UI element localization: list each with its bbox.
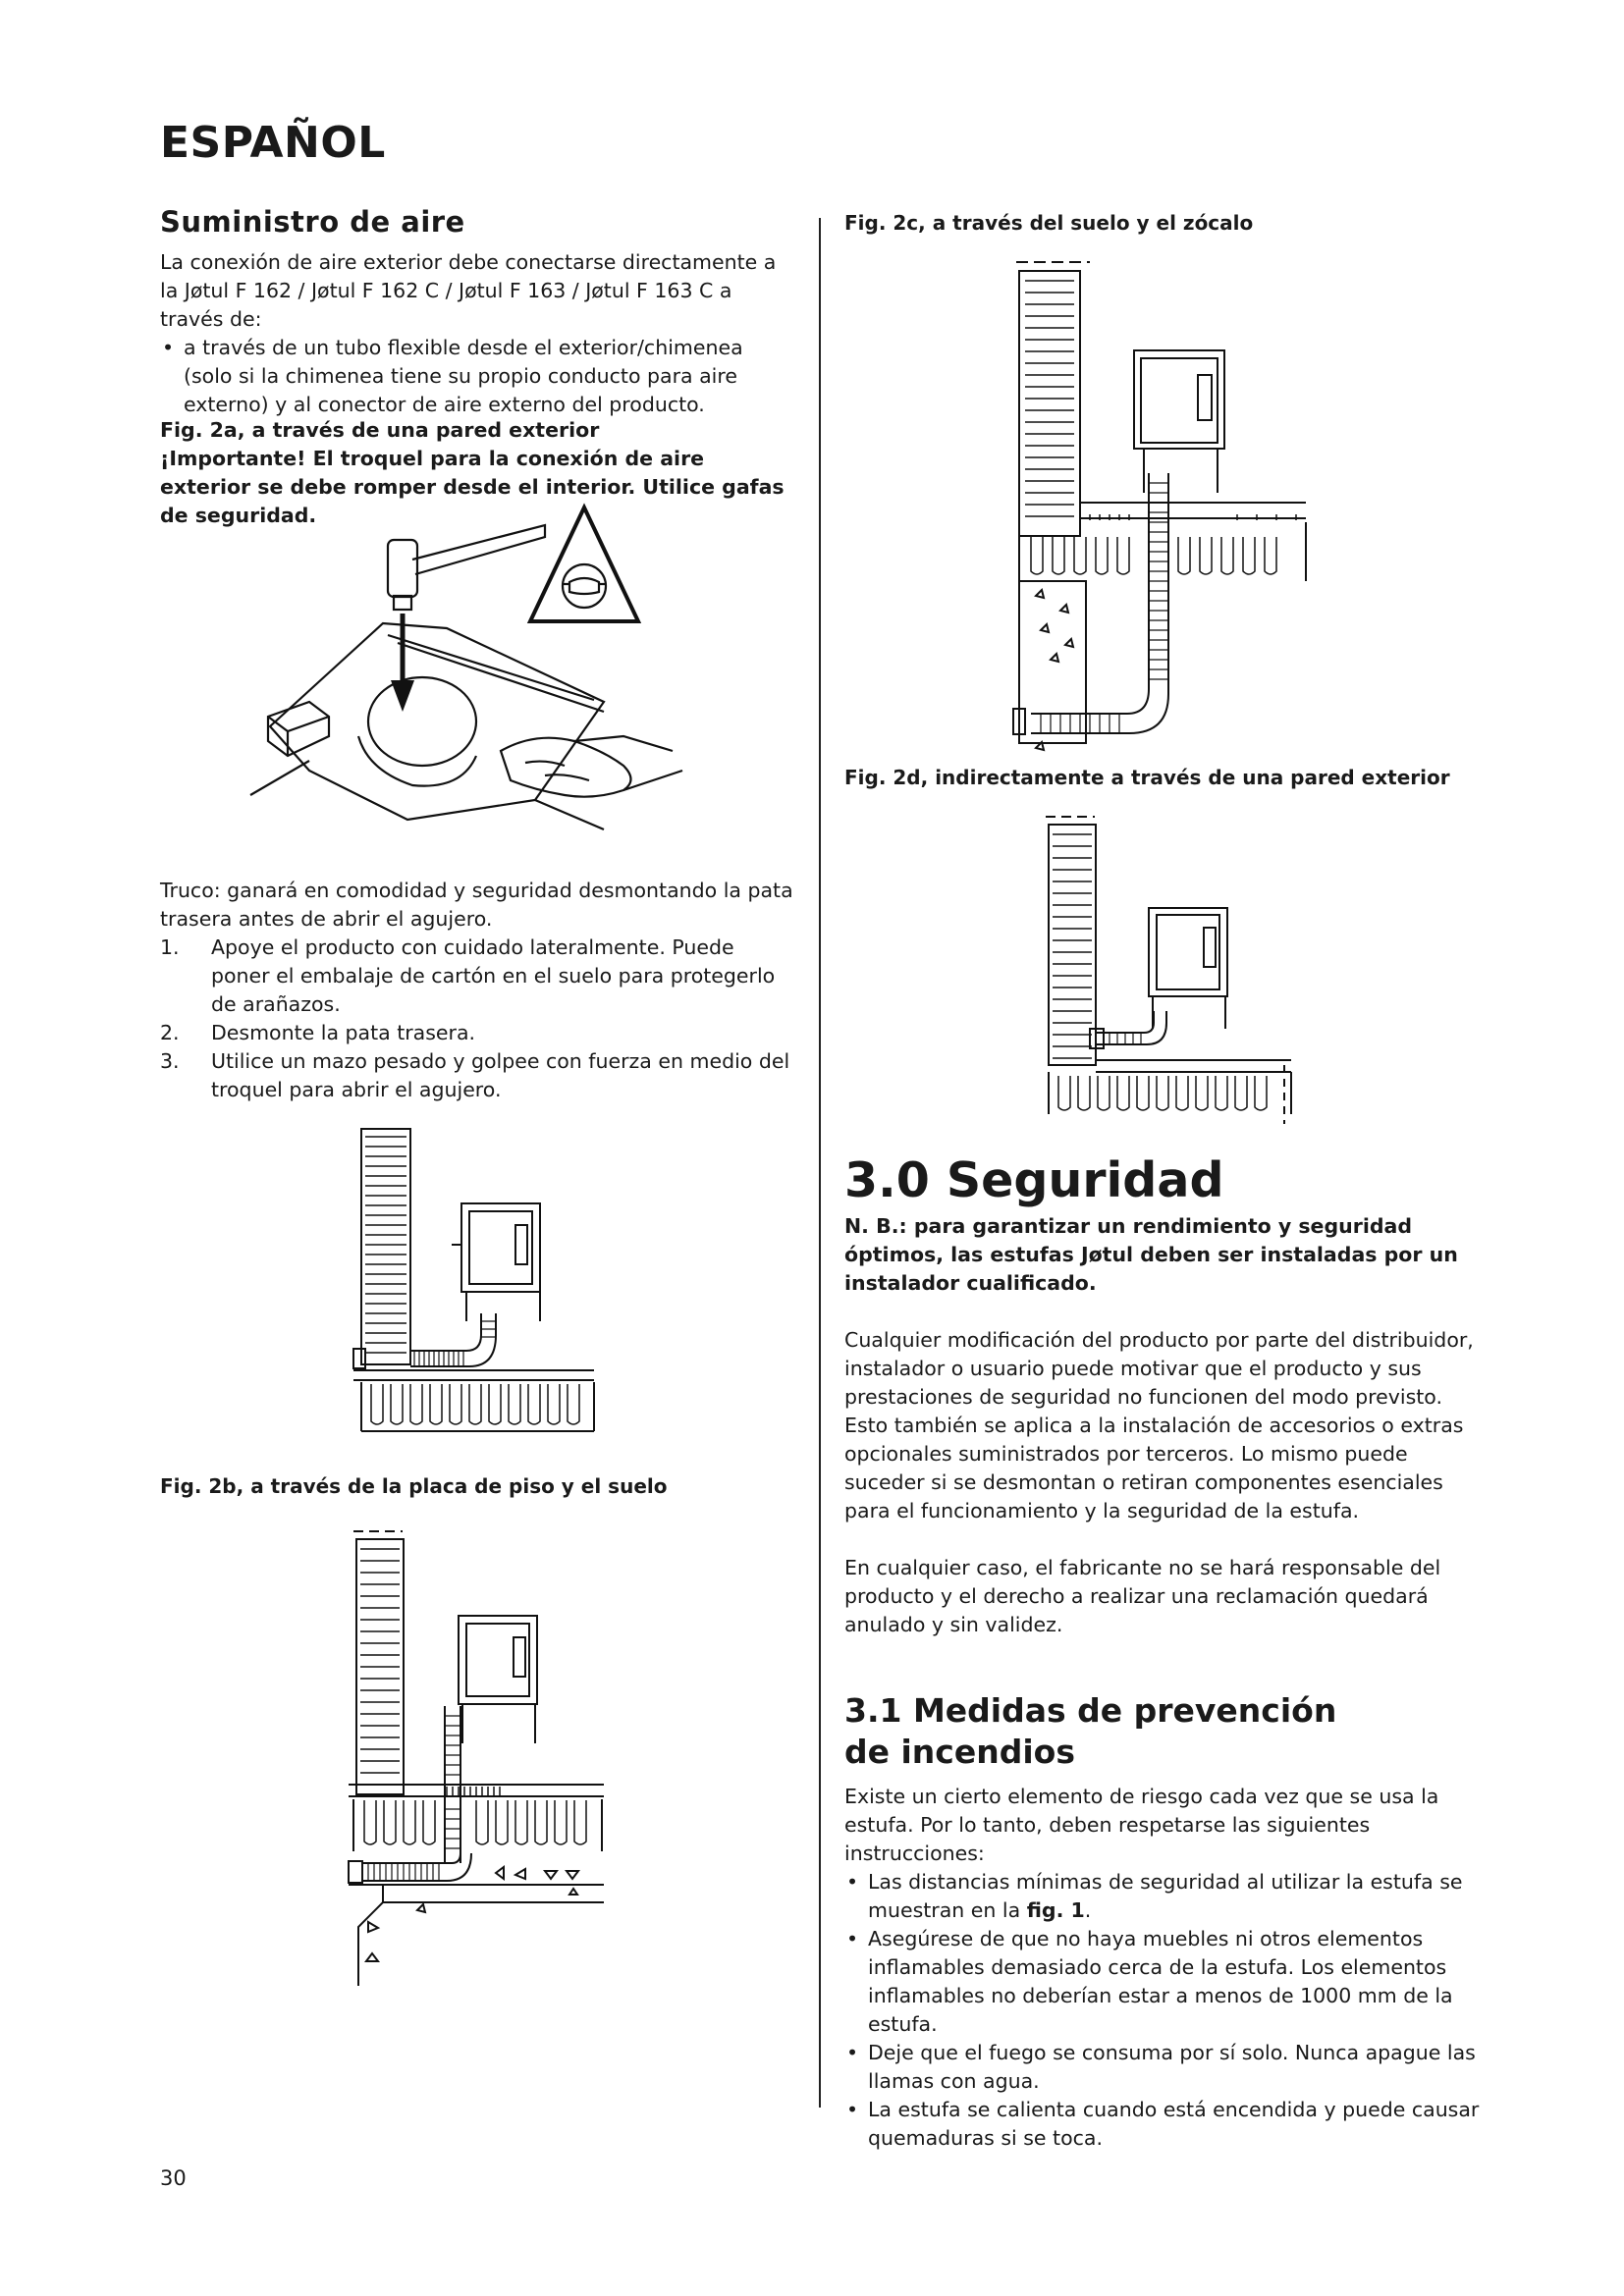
fire-prevention-heading: 3.1 Medidas de prevención de incendios — [844, 1691, 1337, 1771]
fire-prevention-intro: Existe un cierto elemento de riesgo cada vez que se usa la estufa. Por lo tanto, deben respetarse las siguientes instrucciones: — [844, 1785, 1439, 1865]
air-supply-intro: La conexión de aire exterior debe conectarse directamente a la Jøtul F 162 / Jøtul F 162 C / Jøtul F 163 / Jøtul F 163 C a través de: — [160, 250, 777, 331]
air-supply-section — [160, 205, 796, 419]
page-number: 30 — [160, 2166, 187, 2190]
safety-paragraph-1: Cualquier modificación del producto por parte del distribuidor, instalador o usuario puede motivar que el producto y sus prestaciones de seguridad no funcionen del modo previsto. Esto también se aplica a la instalación de accesorios o extras opcionales suministrados por terceros. Lo mismo puede suceder si se desmontan o retiran componentes esenciales para el funcionamiento y la seguridad de la estufa. — [844, 1328, 1474, 1522]
fig2d-caption: Fig. 2d, indirectamente a través de una pared exterior — [844, 766, 1450, 789]
fig2b-caption: Fig. 2b, a través de la placa de piso y el suelo — [160, 1474, 668, 1498]
tip-step-3-number: 3. — [160, 1049, 180, 1073]
safety-paragraph-2: En cualquier caso, el fabricante no se hará responsable del producto y el derecho a realizar una reclamación quedará anulado y sin validez. — [844, 1556, 1441, 1636]
fire-bullet-3: • Deje que el fuego se consuma por sí solo. Nunca apague las llamas con agua. — [844, 2039, 1481, 2096]
fig2a-illustration — [250, 506, 692, 859]
safety-note: N. B.: para garantizar un rendimiento y seguridad óptimos, las estufas Jøtul deben ser instaladas por un instalador cualificado. — [844, 1214, 1458, 1295]
tip-step-1-text: Apoye el producto con cuidado lateralmente. Puede poner el embalaje de cartón en el suelo para protegerlo de arañazos. — [211, 935, 776, 1016]
fig1-reference: fig. 1 — [1026, 1898, 1085, 1922]
tip-text: Truco: ganará en comodidad y seguridad desmontando la pata trasera antes de abrir el agujero. — [160, 879, 793, 931]
tip-step-2-text: Desmonte la pata trasera. — [211, 1021, 476, 1044]
tip-step-2-number: 2. — [160, 1021, 180, 1044]
tip-step-3 — [160, 1047, 796, 1104]
safety-heading: 3.0 Seguridad — [844, 1152, 1224, 1208]
fig2d-installation-diagram — [1041, 815, 1296, 1129]
air-supply-bullet: • a través de un tubo flexible desde el exterior/chimenea (solo si la chimenea tiene su propio conducto para aire externo) y al conector de aire externo del producto. — [160, 334, 796, 419]
fig2c-caption: Fig. 2c, a través del suelo y el zócalo — [844, 211, 1254, 235]
fig2a-caption: Fig. 2a, a través de una pared exterior — [160, 418, 600, 442]
fire-bullet-1-text: Las distancias mínimas de seguridad al utilizar la estufa se muestran en la — [868, 1870, 1463, 1922]
fire-bullet-2: • Asegúrese de que no haya muebles ni otros elementos inflamables demasiado cerca de la estufa. Los elementos inflamables no deberían estar a menos de 1000 mm de la estufa. — [844, 1925, 1481, 2039]
tip-step-1 — [160, 934, 796, 1019]
safety-section — [844, 1152, 1481, 1639]
fig2a-installation-diagram — [353, 1127, 599, 1441]
column-divider — [819, 218, 821, 2108]
fire-bullet-1-end: . — [1084, 1898, 1092, 1922]
tip-step-1-number: 1. — [160, 935, 180, 959]
fire-prevention-section — [844, 1690, 1481, 2153]
tip-step-3-text: Utilice un mazo pesado y golpee con fuerza en medio del troquel para abrir el agujero. — [211, 1049, 790, 1101]
fig2a-warning: ¡Importante! El troquel para la conexión de aire exterior se debe romper desde el interior. Utilice gafas de seguridad. — [160, 447, 785, 527]
fig2b-installation-diagram — [349, 1529, 609, 1991]
language-heading: ESPAÑOL — [160, 118, 386, 168]
tip-step-2 — [160, 1019, 796, 1047]
fig2c-installation-diagram — [1011, 257, 1316, 748]
tip-section — [160, 877, 796, 1104]
fire-bullet-1 — [844, 1868, 1481, 1925]
fire-bullet-4: • La estufa se calienta cuando está encendida y puede causar quemaduras si se toca. — [844, 2096, 1481, 2153]
air-supply-heading: Suministro de aire — [160, 205, 465, 239]
